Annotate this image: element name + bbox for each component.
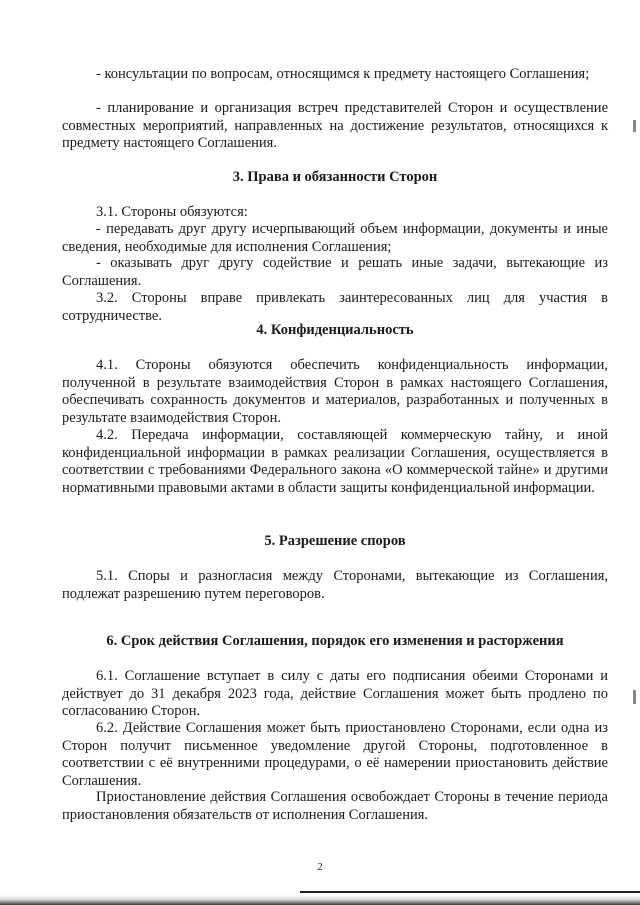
paragraph-3-1-a: - передавать друг другу исчерпывающий объем информации, документы и иные сведения, необходимые для исполнения Соглашения; xyxy=(62,221,608,255)
heading-section-4: 4. Конфиденциальность xyxy=(256,322,414,338)
paragraph-3-2: 3.2. Стороны вправе привлекать заинтересованных лиц для участия в сотрудничестве. xyxy=(62,290,608,324)
paragraph-meetings: - планирование и организация встреч представителей Сторон и осуществление совместных мероприятий, направленных на достижение результатов, относящихся к предмету настоящего Соглашения. xyxy=(62,100,608,151)
paragraph-6-2: 6.2. Действие Соглашения может быть приостановлено Сторонами, если одна из Сторон получит письменное уведомление другой Стороны, подготовленное в соответствии с её внутренними процедурами, о её намерении приостановить действие Соглашения. xyxy=(62,720,608,789)
heading-section-3: 3. Права и обязанности Сторон xyxy=(232,169,438,185)
paragraph-5-1: 5.1. Споры и разногласия между Сторонами, вытекающие из Соглашения, подлежат разрешению путем переговоров. xyxy=(62,568,608,602)
scan-bottom-edge xyxy=(0,895,640,905)
page-number: 2 xyxy=(317,861,323,873)
paragraph-3-1: 3.1. Стороны обязуются: xyxy=(96,204,248,220)
scan-margin-mark xyxy=(633,120,636,132)
paragraph-6-1: 6.1. Соглашение вступает в силу с даты его подписания обеими Сторонами и действует до 31 декабря 2023 года, действие Соглашения может быть продлено по согласованию Сторон. xyxy=(62,668,608,719)
paragraph-4-1: 4.1. Стороны обязуются обеспечить конфиденциальность информации, полученной в результате взаимодействия Сторон в рамках настоящего Соглашения, обеспечивать сохранность документов и материалов, разработанных и полученных в результате взаимодействия Сторон. xyxy=(62,357,608,426)
paragraph-4-2: 4.2. Передача информации, составляющей коммерческую тайну, и иной конфиденциальной информации в рамках реализации Соглашения, осуществляется в соответствии с требованиями Федерального закона «О коммерческой тайне» и другими нормативными правовыми актами в области защиты конфиденциальной информации. xyxy=(62,427,608,496)
heading-section-6: 6. Срок действия Соглашения, порядок его изменения и расторжения xyxy=(106,633,564,649)
heading-section-5: 5. Разрешение споров xyxy=(264,533,406,549)
scan-margin-mark xyxy=(633,690,636,704)
paragraph-6-3: Приостановление действия Соглашения освобождает Стороны в течение периода приостановления обязательств от исполнения Соглашения. xyxy=(62,789,608,823)
scan-artifact-line xyxy=(300,891,640,893)
paragraph-consultations: - консультации по вопросам, относящимся к предмету настоящего Соглашения; xyxy=(96,66,590,82)
paragraph-3-1-b: - оказывать друг другу содействие и решать иные задачи, вытекающие из Соглашения. xyxy=(62,255,608,289)
